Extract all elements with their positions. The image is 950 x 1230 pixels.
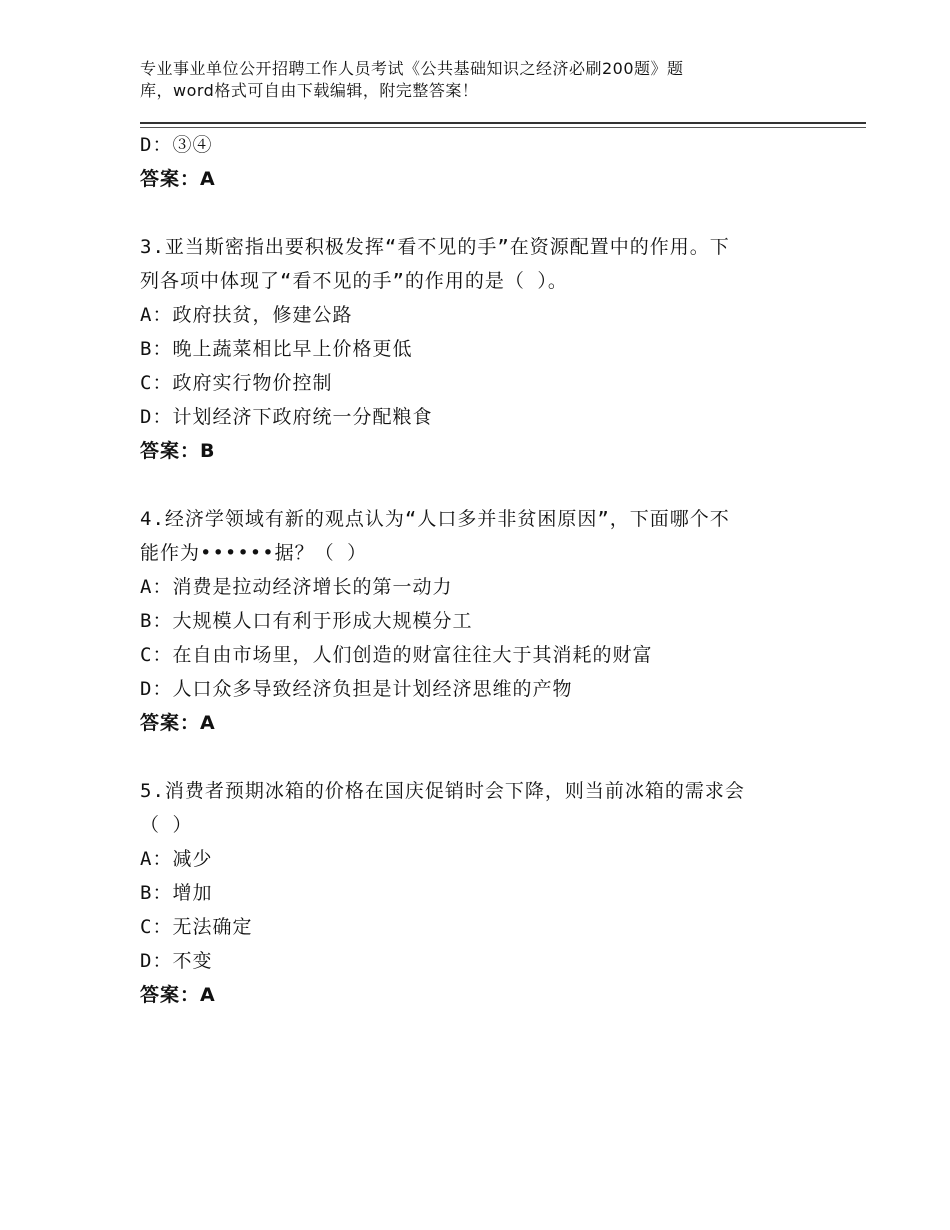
prev-question-tail bbox=[140, 128, 820, 196]
answer-line: 答案：B bbox=[140, 440, 216, 462]
answer-line: 答案：A bbox=[140, 168, 216, 190]
option-c: C：无法确定 bbox=[140, 916, 253, 938]
option-a: A：消费是拉动经济增长的第一动力 bbox=[140, 576, 453, 598]
option-d: D：③④ bbox=[140, 134, 213, 156]
question-stem-line-2: 能作为••••••据？（ ） bbox=[140, 542, 368, 564]
option-b: B：增加 bbox=[140, 882, 213, 904]
question-stem-line-2: （ ） bbox=[140, 814, 193, 836]
option-d: D：不变 bbox=[140, 950, 213, 972]
option-c: C：在自由市场里，人们创造的财富往往大于其消耗的财富 bbox=[140, 644, 653, 666]
header-line-1: 专业事业单位公开招聘工作人员考试《公共基础知识之经济必刷200题》题 bbox=[140, 59, 684, 78]
document-header bbox=[140, 58, 780, 102]
question-4 bbox=[140, 502, 820, 740]
option-c: C：政府实行物价控制 bbox=[140, 372, 333, 394]
option-d: D：人口众多导致经济负担是计划经济思维的产物 bbox=[140, 678, 573, 700]
answer-line: 答案：A bbox=[140, 984, 216, 1006]
spacer bbox=[140, 740, 820, 774]
option-b: B：大规模人口有利于形成大规模分工 bbox=[140, 610, 473, 632]
question-5 bbox=[140, 774, 820, 1012]
option-a: A：减少 bbox=[140, 848, 213, 870]
question-stem-line-1: 5.消费者预期冰箱的价格在国庆促销时会下降，则当前冰箱的需求会 bbox=[140, 780, 745, 802]
question-stem-line-1: 3.亚当斯密指出要积极发挥“看不见的手”在资源配置中的作用。下 bbox=[140, 236, 730, 258]
answer-line: 答案：A bbox=[140, 712, 216, 734]
header-line-2: 库，word格式可自由下载编辑，附完整答案！ bbox=[140, 81, 479, 100]
question-stem-line-1: 4.经济学领域有新的观点认为“人口多并非贫困原因”，下面哪个不 bbox=[140, 508, 730, 530]
header-rule-thick bbox=[140, 122, 866, 124]
spacer bbox=[140, 468, 820, 502]
question-stem-line-2: 列各项中体现了“看不见的手”的作用的是（ ）。 bbox=[140, 270, 568, 292]
option-a: A：政府扶贫，修建公路 bbox=[140, 304, 353, 326]
document-body bbox=[140, 128, 820, 1012]
option-d: D：计划经济下政府统一分配粮食 bbox=[140, 406, 433, 428]
question-3 bbox=[140, 230, 820, 468]
spacer bbox=[140, 196, 820, 230]
option-b: B：晚上蔬菜相比早上价格更低 bbox=[140, 338, 413, 360]
